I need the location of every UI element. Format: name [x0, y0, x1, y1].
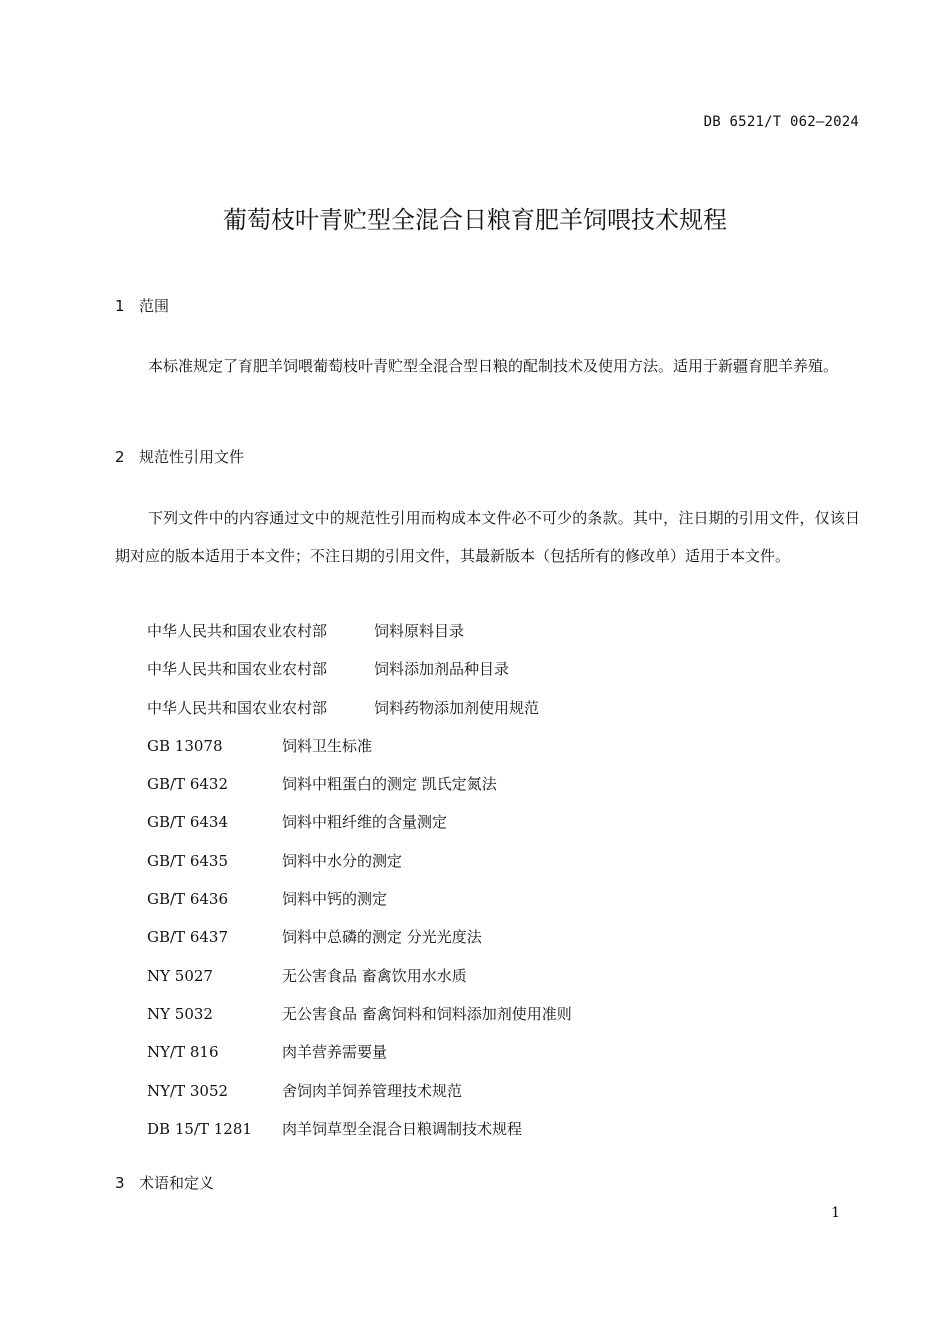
list-item [147, 960, 572, 998]
reference-code: NY/T 3052 [147, 1081, 229, 1100]
reference-code: NY/T 816 [147, 1043, 219, 1062]
section-number: 3 [115, 1174, 125, 1192]
list-item [147, 615, 572, 653]
list-item [147, 692, 572, 730]
list-item [147, 730, 572, 768]
section-1-paragraph: 本标准规定了育肥羊饲喂葡萄枝叶青贮型全混合型日粮的配制技术及使用方法。适用于新疆育肥羊养殖。 [148, 357, 839, 375]
reference-code: DB 15/T 1281 [147, 1119, 252, 1138]
section-number: 1 [115, 297, 125, 315]
reference-title: 无公害食品 畜禽饮用水水质 [282, 966, 467, 985]
section-2-paragraph: 下列文件中的内容通过文中的规范性引用而构成本文件必不可少的条款。其中，注日期的引用文件，仅该日期对应的版本适用于本文件；不注日期的引用文件，其最新版本（包括所有的修改单）适用于本文件。 [115, 509, 860, 565]
section-1-heading [115, 295, 169, 316]
section-title: 术语和定义 [139, 1174, 215, 1192]
reference-code: 中华人民共和国农业农村部 [147, 660, 328, 679]
reference-title: 肉羊营养需要量 [282, 1043, 388, 1062]
page-number: 1 [831, 1205, 840, 1221]
reference-code: GB 13078 [147, 736, 223, 755]
list-item [147, 768, 572, 806]
list-item [147, 998, 572, 1036]
section-2-heading [115, 446, 244, 467]
list-item [147, 921, 572, 959]
reference-code: NY 5027 [147, 966, 213, 985]
section-title: 规范性引用文件 [139, 448, 245, 466]
reference-code: GB/T 6434 [147, 813, 229, 832]
list-item [147, 1113, 572, 1151]
section-number: 2 [115, 448, 125, 466]
reference-title: 饲料中水分的测定 [282, 851, 403, 870]
list-item [147, 1075, 572, 1113]
reference-title: 饲料药物添加剂使用规范 [374, 698, 540, 717]
reference-title: 饲料卫生标准 [282, 736, 373, 755]
section-title: 范围 [139, 297, 170, 315]
reference-code: 中华人民共和国农业农村部 [147, 698, 328, 717]
reference-code: 中华人民共和国农业农村部 [147, 622, 328, 640]
reference-title: 肉羊饲草型全混合日粮调制技术规程 [282, 1119, 523, 1138]
reference-code: GB/T 6436 [147, 890, 229, 909]
reference-code: GB/T 6437 [147, 928, 229, 947]
section-3-heading [115, 1172, 214, 1193]
reference-title: 饲料中粗纤维的含量测定 [282, 813, 448, 832]
reference-title: 饲料原料目录 [374, 622, 465, 640]
normative-references-list [147, 615, 572, 1151]
list-item [147, 1036, 572, 1074]
reference-title: 饲料中钙的测定 [282, 890, 388, 909]
document-title: 葡萄枝叶青贮型全混合日粮育肥羊饲喂技术规程 [223, 206, 727, 234]
reference-code: GB/T 6432 [147, 775, 229, 794]
list-item [147, 883, 572, 921]
reference-code: GB/T 6435 [147, 851, 229, 870]
document-code: DB 6521/T 062—2024 [703, 114, 859, 130]
reference-title: 饲料添加剂品种目录 [374, 660, 510, 679]
reference-title: 饲料中总磷的测定 分光光度法 [282, 928, 482, 947]
reference-title: 饲料中粗蛋白的测定 凯氏定氮法 [282, 775, 497, 794]
list-item [147, 653, 572, 691]
reference-code: NY 5032 [147, 1004, 213, 1023]
reference-title: 舍饲肉羊饲养管理技术规范 [282, 1081, 463, 1100]
list-item [147, 806, 572, 844]
list-item [147, 845, 572, 883]
reference-title: 无公害食品 畜禽饲料和饲料添加剂使用准则 [282, 1004, 572, 1023]
